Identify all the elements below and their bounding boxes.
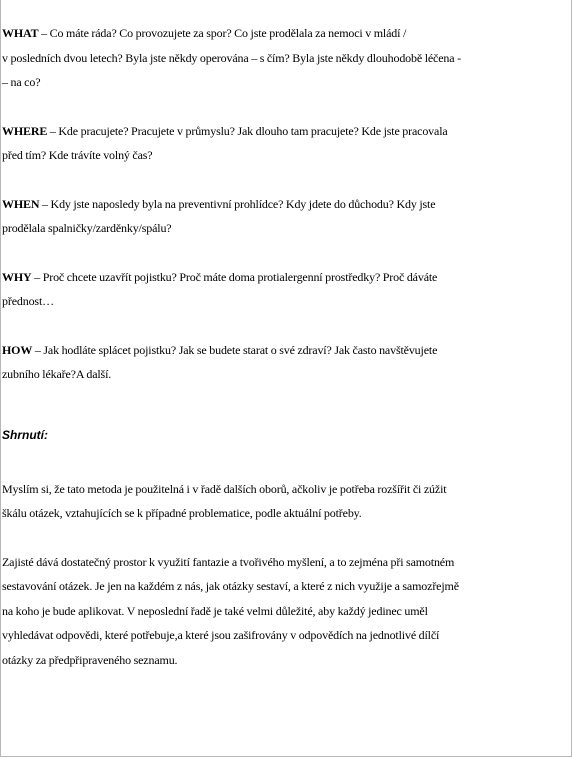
- what-text-1: – Co máte ráda? Co provozujete za spor? Co jste prodělala za nemoci v mládí /: [38, 26, 407, 40]
- spacer: [2, 526, 570, 550]
- summary-p2-line-2: sestavování otázek. Je jen na každém z nás, jak otázky sestaví, a které z nich využije a samozřejmě: [2, 579, 459, 593]
- spacer: [2, 387, 570, 423]
- why-line-1: [2, 265, 570, 290]
- summary-p1-line-1: Myslím si, že tato metoda je použitelná i v řadě dalších oborů, ačkoliv je potřeba rozšířit či zúžit: [2, 481, 447, 496]
- keyword-when: WHEN: [2, 196, 40, 211]
- keyword-why: WHY: [2, 269, 32, 284]
- how-text-1: – Jak hodláte splácet pojistku? Jak se budete starat o své zdraví? Jak často navštěvujete: [32, 342, 438, 357]
- when-line-2: prodělala spalničky/zarděnky/spálu?: [2, 221, 172, 235]
- spacer: [2, 447, 570, 477]
- summary-paragraph-2: [2, 550, 570, 673]
- keyword-where: WHERE: [2, 123, 48, 138]
- spacer: [2, 95, 570, 119]
- how-line-1: [2, 338, 570, 363]
- summary-p2-line-1: Zajisté dává dostatečný prostor k využití fantazie a tvořivého myšlení, a to zejména při samotném: [2, 554, 455, 569]
- what-line-1: [2, 21, 570, 46]
- paragraph-when: [2, 192, 570, 241]
- summary-p2-line-4: vyhledávat odpovědi, které potřebuje,a které jsou zašifrovány v odpovědích na jednotlivé dílčí: [2, 628, 440, 642]
- where-line-1: [2, 119, 570, 144]
- spacer: [2, 168, 570, 192]
- what-line-2: v posledních dvou letech? Byla jste někdy operována – s čím? Byla jste někdy dlouhodobě léčena -: [2, 50, 461, 65]
- summary-p2-line-3: na koho je bude aplikovat. V neposlední řadě je také velmi důležité, aby každý jedinec uměl: [2, 603, 428, 618]
- summary-p1-line-2: škálu otázek, vztahujících se k případné problematice, podle aktuální potřeby.: [2, 506, 362, 520]
- paragraph-why: [2, 265, 570, 314]
- how-line-2: zubního lékaře?A další.: [2, 367, 112, 381]
- summary-p2-line-5: otázky za předpřipraveného seznamu.: [2, 652, 178, 667]
- where-text-1: – Kde pracujete? Pracujete v průmyslu? Jak dlouho tam pracujete? Kde jste pracovala: [47, 123, 448, 138]
- summary-heading: Shrnutí:: [2, 427, 48, 442]
- paragraph-what: [2, 21, 570, 95]
- paragraph-where: [2, 119, 570, 168]
- document-body: [2, 21, 570, 672]
- where-line-2: před tím? Kde trávíte volný čas?: [2, 148, 153, 162]
- summary-paragraph-1: [2, 477, 570, 526]
- keyword-what: WHAT: [2, 26, 39, 40]
- paragraph-how: [2, 338, 570, 387]
- why-text-1: – Proč chcete uzavřít pojistku? Proč máte doma protialergenní prostředky? Proč dáváte: [31, 269, 438, 284]
- what-line-3: – na co?: [2, 75, 41, 89]
- spacer: [2, 314, 570, 338]
- when-line-1: [2, 192, 570, 217]
- when-text-1: – Kdy jste naposledy byla na preventivní prohlídce? Kdy jdete do důchodu? Kdy jste: [39, 196, 436, 211]
- keyword-how: HOW: [2, 342, 33, 357]
- spacer: [2, 241, 570, 265]
- why-line-2: přednost…: [2, 294, 54, 308]
